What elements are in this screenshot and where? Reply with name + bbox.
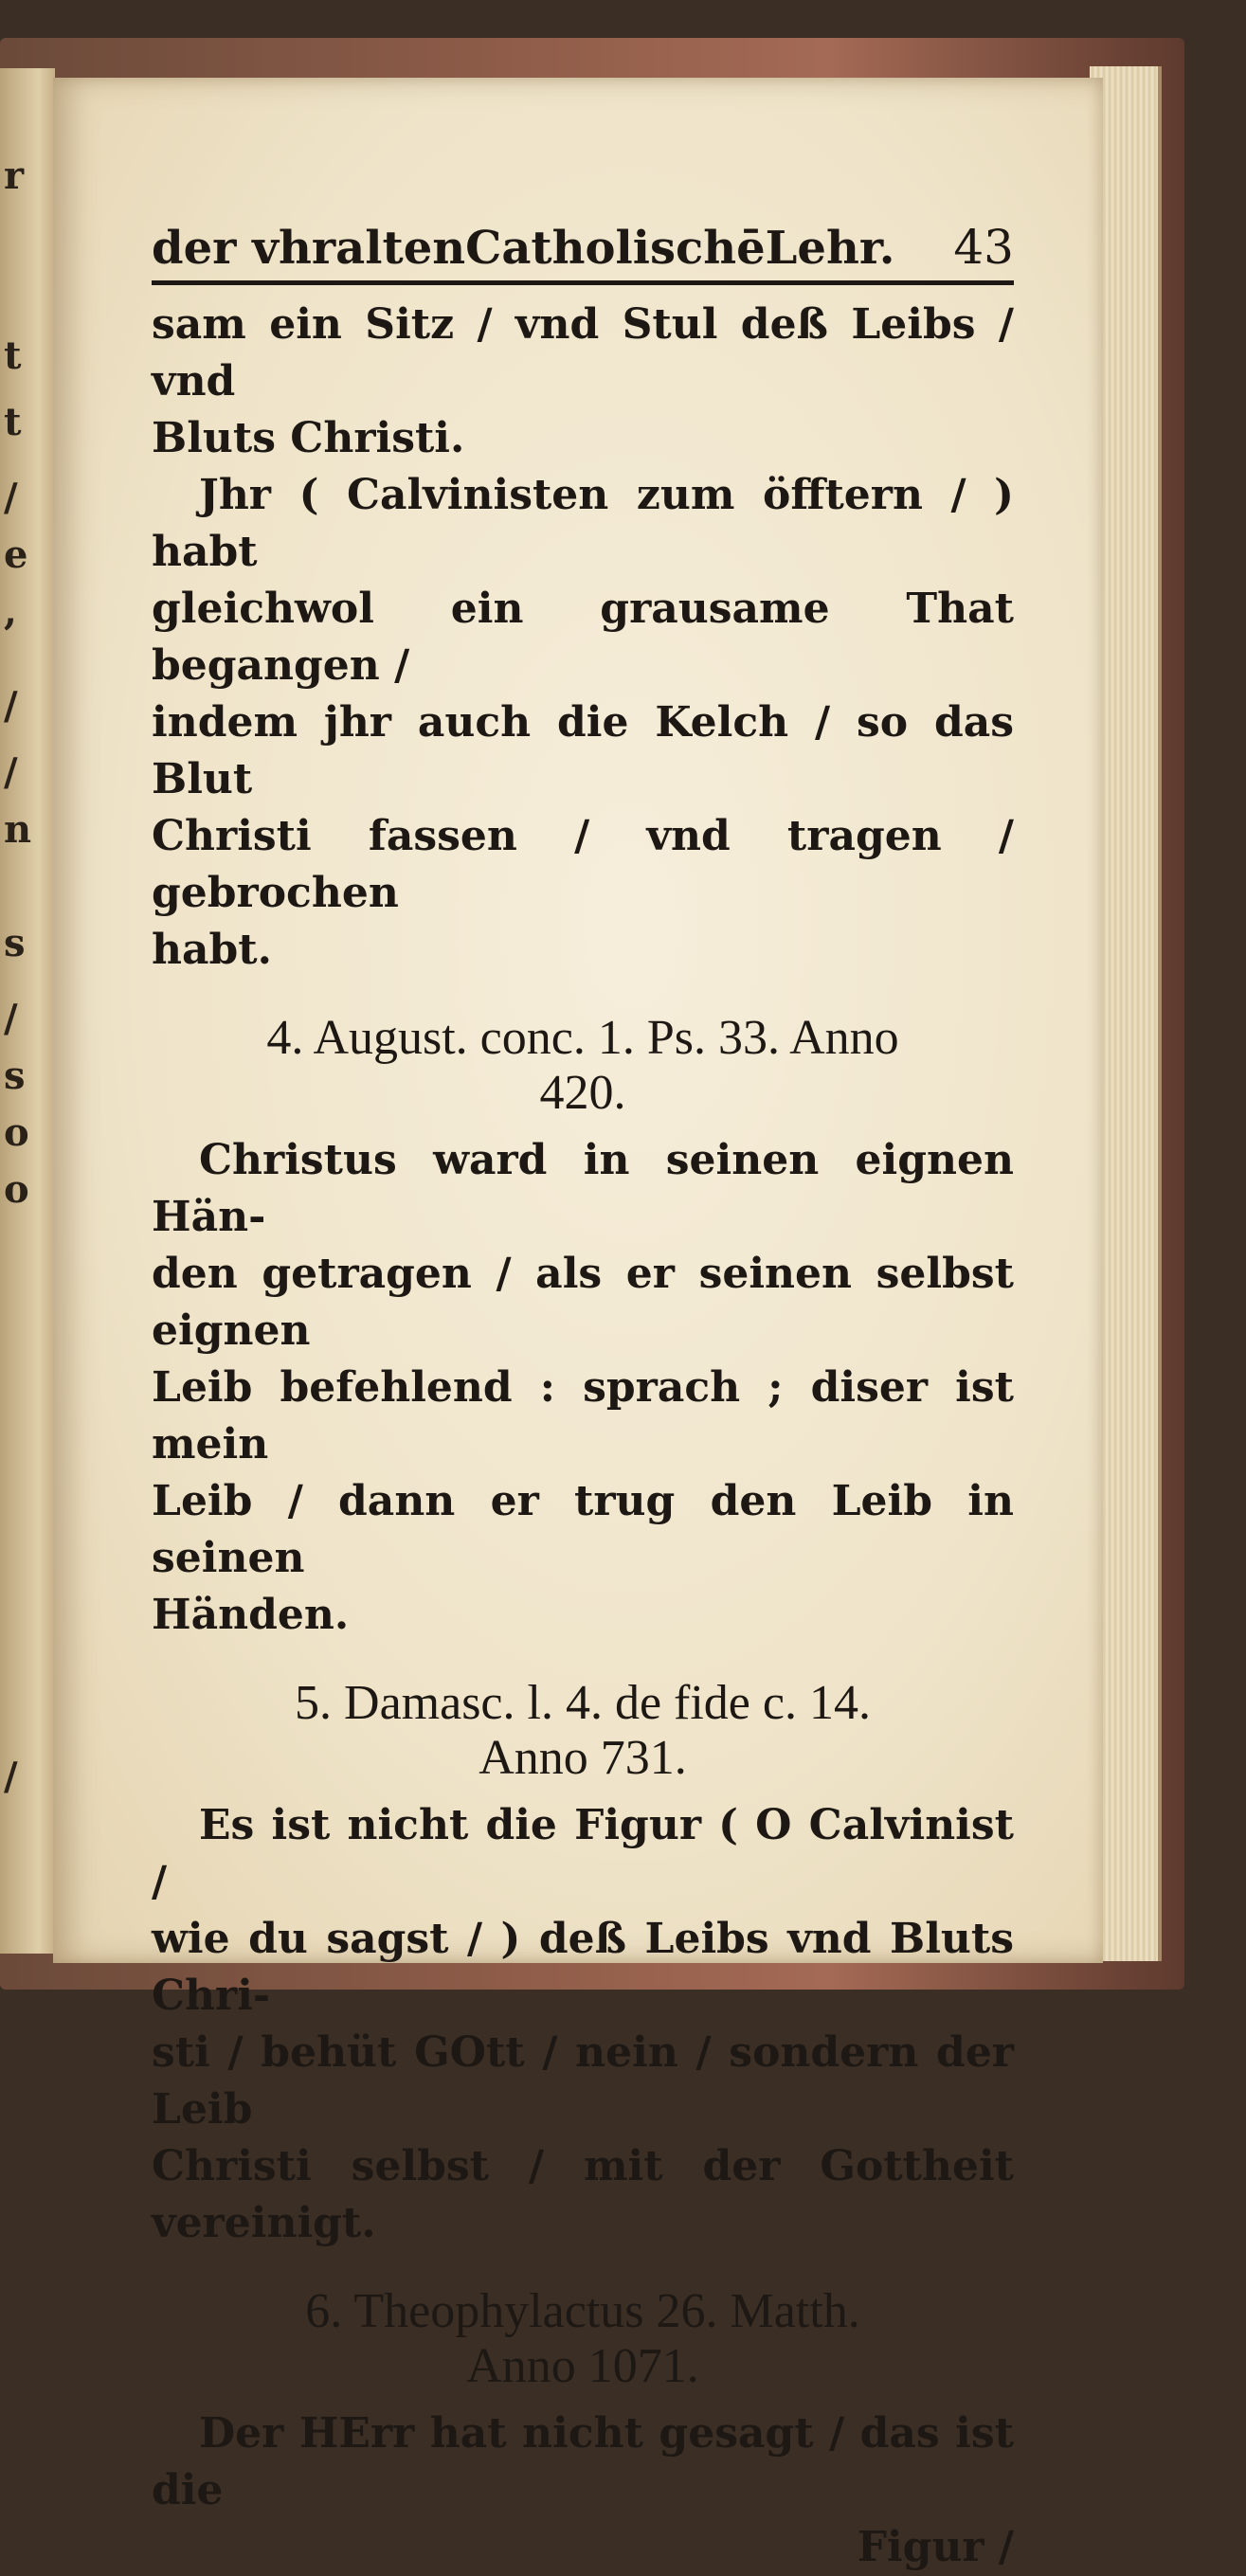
text-line: Jhr ( Calvinisten zum öfftern / ) habt [152, 471, 1014, 576]
text-line: indem jhr auch die Kelch / so das Blut [152, 698, 1014, 803]
left-page-fragment: r [4, 153, 25, 198]
text-line: Christi selbst / mit der Gottheit vereinigt. [152, 2142, 1014, 2247]
text-line: den getragen / als er seinen selbst eignen [152, 1250, 1014, 1355]
text-line: gleichwol ein grausame That begangen / [152, 585, 1014, 690]
citation-heading [152, 1011, 1014, 1121]
left-page-fragment: t [4, 400, 22, 444]
citation-heading [152, 2284, 1014, 2394]
citation-line: 4. August. conc. 1. Ps. 33. Anno [266, 1011, 899, 1065]
left-page-fragment: t [4, 333, 22, 378]
left-page-fragment: / [4, 1755, 18, 1799]
text-line: Christus ward in seinen eignen Hän- [152, 1136, 1014, 1241]
citation-line: Anno 1071. [466, 2339, 699, 2393]
left-page-fragment: n [4, 807, 32, 852]
left-page-fragment: o [4, 1167, 29, 1212]
text-line: Leib / dann er trug den Leib in seinen [152, 1477, 1014, 1582]
left-page-fragment: , [4, 589, 17, 634]
text-line: Der HErr hat nicht gesagt / das ist die [152, 2409, 1014, 2514]
text-line: Es ist nicht die Figur ( O Calvinist / [152, 1801, 1014, 1906]
citation-line: 5. Damasc. l. 4. de fide c. 14. [295, 1676, 871, 1730]
left-page-fragment: s [4, 1054, 26, 1098]
left-page-fragment: / [4, 750, 18, 795]
book-page [53, 78, 1103, 2571]
text-line: Leib befehlend : sprach ; diser ist mein [152, 1363, 1014, 1468]
citation-line: 6. Theophylactus 26. Matth. [305, 2284, 860, 2338]
citation-line: Anno 731. [479, 1731, 687, 1785]
paragraph [152, 2405, 1014, 2576]
text-line: wie du sagst / ) deß Leibs vnd Bluts Chri- [152, 1915, 1014, 2020]
text-line: Händen. [152, 1591, 350, 1639]
paragraph [152, 1797, 1014, 2252]
paragraph [152, 297, 1014, 979]
left-page-fragment: / [4, 997, 18, 1041]
running-header [152, 220, 1014, 285]
left-page-edge [0, 68, 55, 1954]
text-line: sam ein Sitz / vnd Stul deß Leibs / vnd [152, 300, 1014, 405]
left-page-fragment: o [4, 1110, 29, 1155]
page-text [152, 220, 1014, 2576]
citation-line: 420. [539, 1066, 626, 1120]
page-number: 43 [953, 220, 1014, 275]
paragraph [152, 1132, 1014, 1644]
text-line: sti / behüt GOtt / nein / sondern der Leib [152, 2028, 1014, 2134]
citation-heading [152, 1676, 1014, 1786]
running-title: der vhraltenCatholischēLehr. [152, 222, 895, 275]
left-page-fragment: s [4, 921, 26, 965]
left-page-fragment: e [4, 532, 28, 577]
text-line: habt. [152, 926, 272, 974]
text-line: Christi fassen / vnd tragen / gebrochen [152, 812, 1014, 917]
left-page-fragment: / [4, 476, 18, 520]
catchword: Figur / [857, 2523, 1014, 2571]
text-line: Bluts Christi. [152, 414, 465, 462]
left-page-fragment: / [4, 684, 18, 729]
